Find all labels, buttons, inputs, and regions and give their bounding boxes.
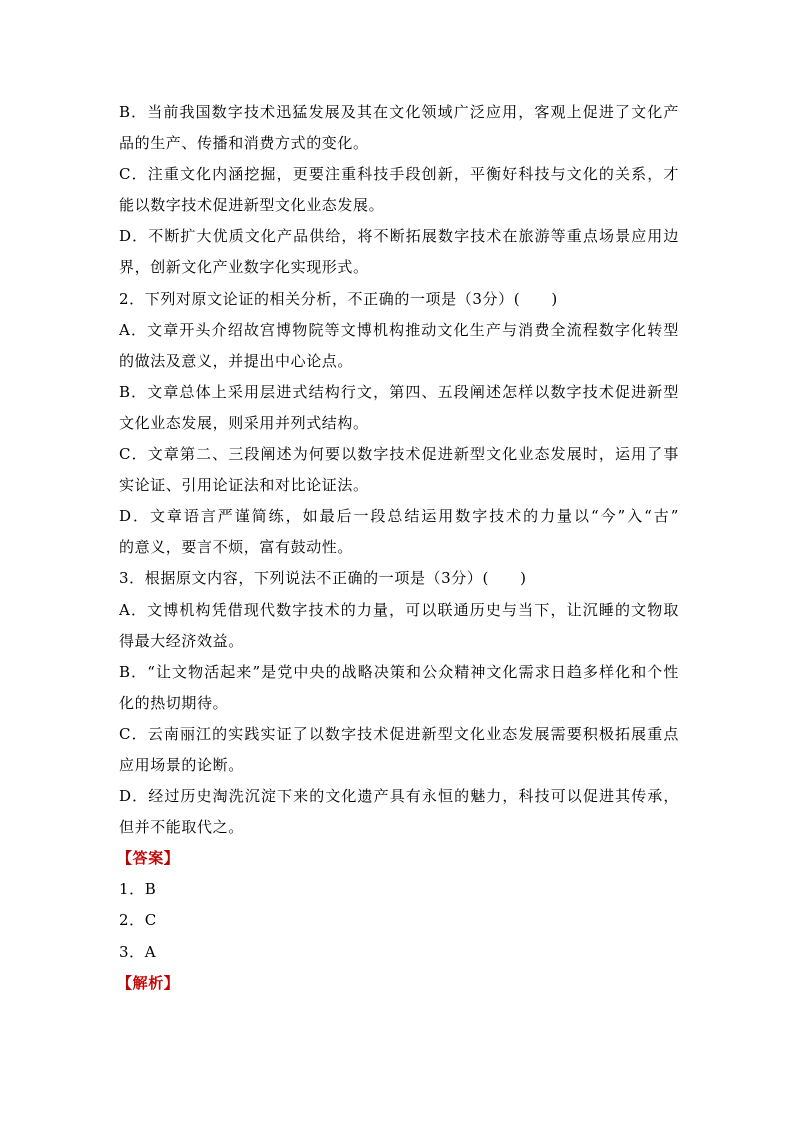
text-line: C．云南丽江的实践实证了以数字技术促进新型文化业态发展需要积极拓展重点: [119, 724, 679, 743]
text-line: A．文章开头介绍故宫博物院等文博机构推动文化生产与消费全流程数字化转型: [119, 320, 679, 339]
text-line: 应用场景的论断。: [119, 755, 244, 774]
text-line: B．“让文物活起来”是党中央的战略决策和公众精神文化需求日趋多样化和个性: [119, 662, 679, 681]
text-line: 得最大经济效益。: [119, 631, 244, 650]
document-body: [119, 97, 679, 999]
question-2: 2．下列对原文论证的相关分析，不正确的一项是（3分）( ): [119, 289, 558, 308]
text-line: 界，创新文化产业数字化实现形式。: [119, 258, 369, 277]
text-line: A．文博机构凭借现代数字技术的力量，可以联通历史与当下，让沉睡的文物取: [119, 600, 679, 619]
text-line: B．文章总体上采用层进式结构行文，第四、五段阐述怎样以数字技术促进新型: [119, 382, 679, 401]
text-line: C．文章第二、三段阐述为何要以数字技术促进新型文化业态发展时，运用了事: [119, 445, 679, 464]
text-line: D．不断扩大优质文化产品供给，将不断拓展数字技术在旅游等重点场景应用边: [119, 227, 679, 246]
text-line: 品的生产、传播和消费方式的变化。: [119, 134, 369, 153]
text-line: 文化业态发展，则采用并列式结构。: [119, 413, 369, 432]
answer-item: 1．B: [119, 880, 157, 899]
text-line: 实论证、引用论证法和对比论证法。: [119, 476, 369, 495]
text-line: D．经过历史淘洗沉淀下来的文化遗产具有永恒的魅力，科技可以促进其传承，: [119, 787, 679, 806]
text-line: 能以数字技术促进新型文化业态发展。: [119, 196, 385, 215]
question-3: 3．根据原文内容，下列说法不正确的一项是（3分）( ): [119, 569, 527, 588]
analysis-heading: 【解析】: [117, 973, 180, 992]
text-line: 化的热切期待。: [119, 693, 229, 712]
answer-item: 3．A: [119, 942, 157, 961]
text-line: 的做法及意义，并提出中心论点。: [119, 351, 354, 370]
text-line: C．注重文化内涵挖掘，更要注重科技手段创新，平衡好科技与文化的关系，才: [119, 165, 679, 184]
text-line: 但并不能取代之。: [119, 818, 244, 837]
answer-heading: 【答案】: [117, 849, 180, 868]
text-line: D．文章语言严谨简练，如最后一段总结运用数字技术的力量以“今”入“古”: [119, 507, 679, 526]
answer-item: 2．C: [119, 911, 157, 930]
text-line: B．当前我国数字技术迅猛发展及其在文化领域广泛应用，客观上促进了文化产: [119, 103, 679, 121]
text-line: 的意义，要言不烦，富有鼓动性。: [119, 538, 354, 557]
